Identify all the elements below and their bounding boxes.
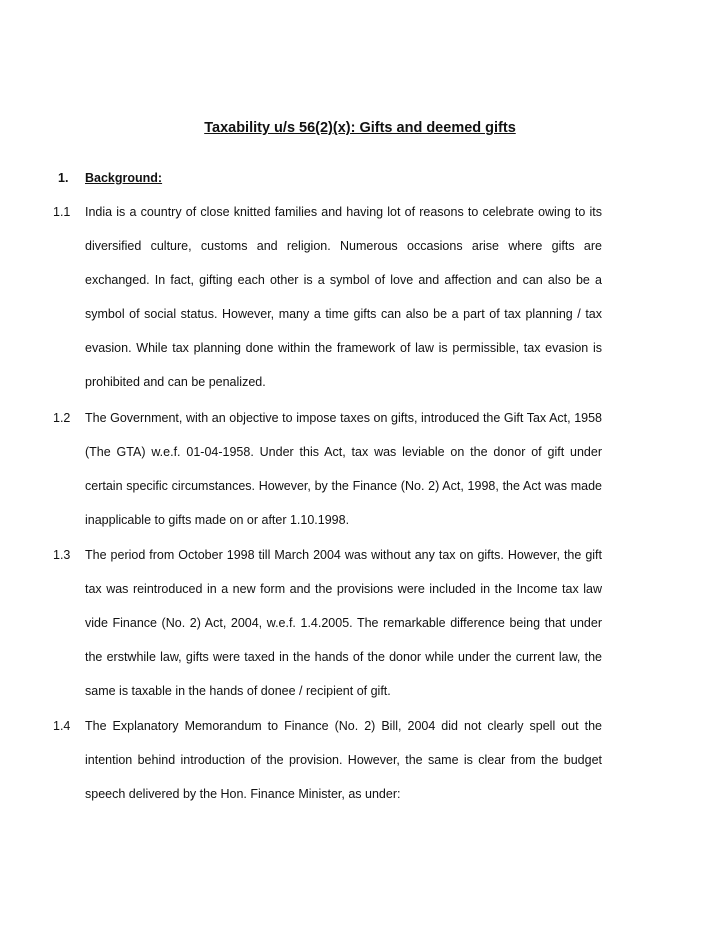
section-number: 1. [58,171,69,185]
paragraph-number: 1.2 [53,411,71,425]
paragraph-number: 1.3 [53,548,71,562]
paragraph-text: The period from October 1998 till March 2004 was without any tax on gifts. However, the gift tax was reintroduced in a new form and the provisions were included in the Income tax law vide Finance (No. 2) Act, 2004, w.e.f. 1.4.2005. The remarkable difference being that under the erstwhile law, gifts were taxed in the hands of the donor while under the current law, the same is taxable in the hands of donee / recipient of gift. [85,548,602,698]
document-title: Taxability u/s 56(2)(x): Gifts and deemed gifts [204,120,516,136]
section-heading [0,168,720,188]
paragraph-number: 1.4 [53,719,71,733]
paragraph-number: 1.1 [53,205,71,219]
section-heading-label: Background: [85,171,163,185]
paragraph-text: India is a country of close knitted families and having lot of reasons to celebrate owing to its diversified culture, customs and religion. Numerous occasions arise where gifts are exchanged. In fact, gifting each other is a symbol of love and affection and can also be a symbol of social status. However, many a time gifts can also be a part of tax planning / tax evasion. While tax planning done within the framework of law is permissible, tax evasion is prohibited and can be penalized. [85,205,602,389]
paragraph-text: The Explanatory Memorandum to Finance (No. 2) Bill, 2004 did not clearly spell out the intention behind introduction of the provision. However, the same is clear from the budget speech delivered by the Hon. Finance Minister, as under: [85,719,602,801]
paragraph-text: The Government, with an objective to impose taxes on gifts, introduced the Gift Tax Act, 1958 (The GTA) w.e.f. 01-04-1958. Under this Act, tax was leviable on the donor of gift under certain specific circumstances. However, by the Finance (No. 2) Act, 1998, the Act was made inapplicable to gifts made on or after 1.10.1998. [85,411,602,527]
